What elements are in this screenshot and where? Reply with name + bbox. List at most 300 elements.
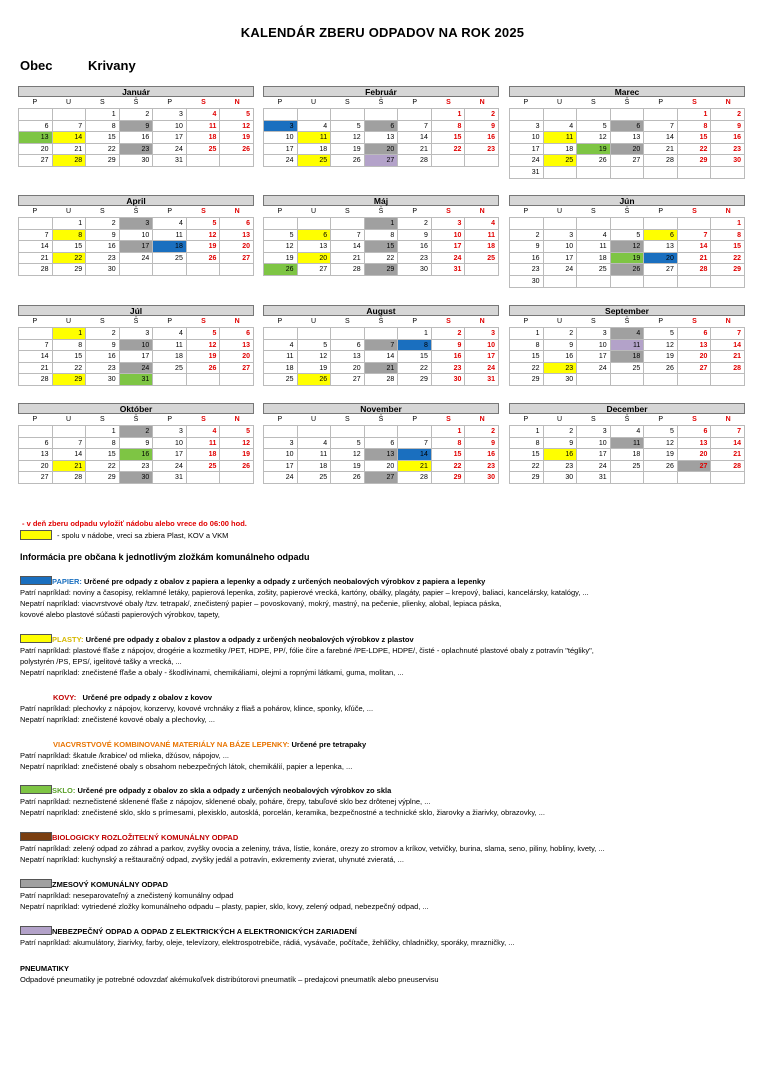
weekday-label: N [725,416,731,423]
day-cell: 8 [86,438,120,450]
day-cell: 2 [465,426,499,438]
empty-cell [331,328,365,340]
day-cell: 30 [86,264,120,276]
day-cell: 23 [398,253,432,265]
day-cell: 13 [644,241,678,253]
empty-cell [577,109,611,121]
empty-cell [220,155,254,167]
day-cell: 3 [120,218,154,230]
weekday-label: S [99,318,105,325]
day-cell: 7 [19,340,53,352]
day-cell: 3 [153,109,187,121]
weekday-label: S [446,99,451,106]
day-cell: 18 [611,449,645,461]
day-cell: 28 [678,264,712,276]
day-cell: 12 [331,132,365,144]
weekday-label: P [167,99,173,106]
day-cell: 30 [711,155,745,167]
yellow-legend-note: - spolu v nádobe, vreci sa zbiera Plast, KOV a VKM [57,531,229,540]
month-10 [263,403,499,484]
day-cell: 24 [465,363,499,375]
empty-cell [398,109,432,121]
empty-cell [331,426,365,438]
day-cell: 9 [86,230,120,242]
day-cell: 12 [187,340,221,352]
empty-cell [120,264,154,276]
day-cell: 7 [19,230,53,242]
weekday-label: S [344,318,350,325]
weekday-label: N [234,208,240,215]
month-11 [509,403,745,484]
day-cell: 8 [711,230,745,242]
empty-cell [365,109,399,121]
day-cell: 20 [365,144,399,156]
empty-cell [644,472,678,484]
empty-cell [220,472,254,484]
day-cell: 15 [510,351,544,363]
weekday-label: U [66,318,72,325]
day-grid [263,108,499,167]
weekday-label: U [557,318,563,325]
day-cell: 20 [220,241,254,253]
day-cell: 6 [331,340,365,352]
day-cell: 2 [86,328,120,340]
day-cell: 1 [432,109,466,121]
empty-cell [465,155,499,167]
day-cell: 31 [153,472,187,484]
kovy-patri: Patrí napríklad: plechovky z nápojov, konzervy, kovové vrchnáky z fliaš a pohárov, klince, sponky, kľúče, ... [20,704,374,713]
weekday-label: P [277,208,283,215]
day-cell: 27 [678,363,712,375]
day-cell: 10 [120,340,154,352]
day-cell: 25 [577,264,611,276]
day-cell: 6 [678,426,712,438]
day-cell: 7 [365,340,399,352]
day-cell: 24 [120,253,154,265]
day-cell: 19 [611,253,645,265]
day-cell: 10 [577,438,611,450]
day-cell: 30 [398,264,432,276]
day-cell: 16 [544,449,578,461]
day-cell: 17 [264,461,298,473]
day-cell: 10 [153,121,187,133]
month-name: December [509,403,745,414]
weekday-row [509,316,745,327]
weekday-label: N [234,416,240,423]
section-sklo [20,785,750,818]
weekday-label: U [311,208,317,215]
empty-cell [153,264,187,276]
empty-cell [298,426,332,438]
weekday-label: Š [133,318,139,325]
day-cell: 21 [365,363,399,375]
sklo-title: Určené pre odpady z obalov zo skla a odpady z určených neobalových výrobkov zo skla [77,786,392,795]
day-cell: 7 [644,121,678,133]
weekday-row [18,206,254,217]
weekday-label: P [658,416,664,423]
day-cell: 6 [19,121,53,133]
empty-cell [577,374,611,386]
day-cell: 16 [510,253,544,265]
day-cell: 1 [711,218,745,230]
day-cell: 27 [220,253,254,265]
day-cell: 9 [432,340,466,352]
empty-cell [678,276,712,288]
day-cell: 26 [331,472,365,484]
day-cell: 3 [577,426,611,438]
day-cell: 15 [53,241,87,253]
day-cell: 22 [432,144,466,156]
empty-cell [678,374,712,386]
info-heading: Informácia pre občana k jednotlivým zložkám komunálneho odpadu [20,552,310,562]
weekday-label: N [479,318,485,325]
month-2 [509,86,745,179]
day-cell: 14 [398,132,432,144]
plasty-patri: Patrí napríklad: plastové fľaše z nápojov, drogérie a kozmetiky /PET, HDPE, PP/, fólie číre a farebné /PE-LDPE, HDPE/, čisté - oplachnuté plastové obaly z potravín "tégliky", [20,646,594,655]
day-cell: 21 [711,449,745,461]
day-cell: 8 [53,230,87,242]
weekday-label: Š [133,99,139,106]
day-cell: 18 [577,253,611,265]
day-cell: 24 [264,155,298,167]
day-cell: 1 [398,328,432,340]
day-cell: 2 [398,218,432,230]
weekday-label: S [344,99,350,106]
day-cell: 13 [678,340,712,352]
weekday-label: N [234,318,240,325]
month-name: August [263,305,499,316]
day-cell: 1 [86,426,120,438]
day-cell: 27 [19,155,53,167]
section-plasty [20,634,750,678]
day-cell: 9 [510,241,544,253]
day-cell: 10 [577,340,611,352]
day-cell: 2 [510,230,544,242]
month-name: September [509,305,745,316]
day-cell: 12 [611,241,645,253]
day-cell: 30 [120,155,154,167]
day-cell: 20 [678,449,712,461]
day-cell: 1 [53,328,87,340]
day-cell: 23 [465,461,499,473]
sklo-swatch [20,785,52,794]
day-cell: 9 [120,438,154,450]
day-grid [509,217,745,288]
day-cell: 29 [510,374,544,386]
day-cell: 31 [153,155,187,167]
day-cell: 13 [611,132,645,144]
day-cell: 14 [365,351,399,363]
weekday-label: P [277,416,283,423]
day-cell: 24 [577,363,611,375]
day-cell: 3 [544,230,578,242]
day-cell: 5 [187,328,221,340]
weekday-label: S [692,318,697,325]
section-zmes [20,879,750,912]
day-cell: 8 [432,438,466,450]
weekday-label: N [479,416,485,423]
papier-name: PAPIER: [52,577,82,586]
day-cell: 8 [678,121,712,133]
day-cell: 11 [544,132,578,144]
month-name: Jún [509,195,745,206]
weekday-label: P [658,318,664,325]
day-cell: 25 [153,253,187,265]
day-cell: 11 [153,230,187,242]
empty-cell [711,472,745,484]
empty-cell [611,472,645,484]
day-cell: 27 [365,155,399,167]
day-cell: 21 [398,461,432,473]
day-cell: 18 [187,449,221,461]
day-cell: 3 [432,218,466,230]
vkm-nepatri: Nepatrí napríklad: znečistené obaly s obsahom nebezpečných látok, chemikálií, papier a lepenka, ... [20,762,353,771]
day-cell: 28 [19,374,53,386]
day-cell: 28 [398,472,432,484]
weekday-label: S [201,208,206,215]
section-vkm [20,739,750,772]
day-cell: 2 [544,426,578,438]
day-cell: 11 [298,449,332,461]
day-cell: 6 [220,218,254,230]
day-cell: 20 [19,144,53,156]
weekday-label: P [32,318,38,325]
yellow-legend-swatch [20,530,52,540]
day-cell: 23 [120,144,154,156]
day-cell: 16 [465,449,499,461]
day-cell: 1 [53,218,87,230]
day-cell: 29 [432,472,466,484]
day-cell: 27 [298,264,332,276]
day-cell: 21 [53,144,87,156]
day-cell: 22 [711,253,745,265]
day-cell: 14 [711,340,745,352]
weekday-label: S [201,416,206,423]
empty-cell [365,328,399,340]
day-cell: 9 [465,438,499,450]
day-cell: 25 [611,363,645,375]
plasty-title: Určené pre odpady z obalov z plastov a odpady z určených neobalových výrobkov z plastov [85,635,414,644]
day-cell: 24 [120,363,154,375]
weekday-label: P [32,416,38,423]
day-cell: 5 [331,121,365,133]
month-7 [263,305,499,386]
day-cell: 5 [644,426,678,438]
empty-cell [544,109,578,121]
empty-cell [644,109,678,121]
month-0 [18,86,254,167]
day-cell: 21 [711,351,745,363]
day-cell: 7 [53,438,87,450]
empty-cell [220,374,254,386]
empty-cell [611,276,645,288]
day-cell: 2 [465,109,499,121]
day-cell: 17 [120,351,154,363]
day-cell: 26 [220,461,254,473]
day-cell: 17 [465,351,499,363]
day-cell: 16 [544,351,578,363]
day-cell: 13 [365,132,399,144]
weekday-label: P [523,99,529,106]
day-grid [263,425,499,484]
weekday-row [509,97,745,108]
weekday-label: S [446,416,451,423]
day-cell: 3 [465,328,499,340]
day-cell: 22 [53,363,87,375]
weekday-label: N [479,99,485,106]
weekday-row [18,414,254,425]
day-cell: 11 [153,340,187,352]
day-cell: 10 [465,340,499,352]
day-cell: 9 [465,121,499,133]
empty-cell [220,264,254,276]
day-cell: 31 [120,374,154,386]
weekday-label: U [557,416,563,423]
day-cell: 21 [644,144,678,156]
day-cell: 15 [432,132,466,144]
section-neb [20,926,750,948]
day-cell: 21 [398,144,432,156]
day-cell: 4 [298,121,332,133]
day-cell: 24 [510,155,544,167]
day-cell: 30 [432,374,466,386]
day-cell: 19 [298,363,332,375]
weekday-label: S [590,416,596,423]
day-cell: 4 [187,109,221,121]
weekday-label: U [557,99,563,106]
bio-name: BIOLOGICKY ROZLOŽITEĽNÝ KOMUNÁLNY ODPAD [52,833,239,842]
day-grid [18,425,254,484]
day-cell: 14 [53,132,87,144]
day-cell: 19 [187,351,221,363]
day-cell: 17 [544,253,578,265]
empty-cell [611,109,645,121]
day-cell: 6 [644,230,678,242]
month-name: November [263,403,499,414]
day-cell: 16 [120,449,154,461]
day-cell: 4 [153,328,187,340]
day-cell: 17 [510,144,544,156]
day-cell: 19 [577,144,611,156]
empty-cell [264,218,298,230]
papier-swatch [20,576,52,585]
day-cell: 4 [298,438,332,450]
empty-cell [298,218,332,230]
day-cell: 12 [264,241,298,253]
day-cell: 5 [577,121,611,133]
day-cell: 31 [465,374,499,386]
day-cell: 19 [644,351,678,363]
month-3 [18,195,254,276]
day-cell: 20 [298,253,332,265]
day-cell: 20 [644,253,678,265]
weekday-label: Š [133,416,139,423]
day-cell: 29 [53,374,87,386]
day-cell: 20 [19,461,53,473]
weekday-label: S [590,208,596,215]
empty-cell [644,374,678,386]
day-cell: 24 [577,461,611,473]
papier-patri: Patrí napríklad: noviny a časopisy, reklamné letáky, papierová lepenka, zošity, papierové vrecká, kartóny, obálky, plagáty, papier – krepový, baliaci, kancelársky, katalógy, ... [20,588,589,597]
weekday-label: S [99,208,105,215]
kovy-title: Určené pre odpady z obalov z kovov [82,693,213,702]
day-cell: 4 [187,426,221,438]
weekday-label: P [412,318,418,325]
empty-cell [19,328,53,340]
day-cell: 9 [120,121,154,133]
month-name: Január [18,86,254,97]
weekday-row [509,414,745,425]
empty-cell [331,218,365,230]
weekday-label: U [311,416,317,423]
section-pneu [20,963,750,985]
empty-cell [577,167,611,179]
weekday-row [18,316,254,327]
empty-cell [187,374,221,386]
day-cell: 18 [544,144,578,156]
day-grid [263,327,499,386]
day-cell: 3 [153,426,187,438]
month-8 [509,305,745,386]
day-cell: 16 [120,132,154,144]
day-cell: 31 [510,167,544,179]
day-cell: 14 [331,241,365,253]
day-cell: 22 [432,461,466,473]
empty-cell [153,374,187,386]
day-cell: 15 [53,351,87,363]
weekday-label: Š [624,99,630,106]
weekday-label: P [523,208,529,215]
day-cell: 4 [264,340,298,352]
weekday-label: U [557,208,563,215]
empty-cell [264,328,298,340]
day-cell: 17 [577,351,611,363]
day-cell: 18 [465,241,499,253]
day-cell: 17 [153,449,187,461]
weekday-row [18,97,254,108]
day-cell: 21 [331,253,365,265]
day-cell: 3 [264,121,298,133]
month-name: Február [263,86,499,97]
day-cell: 12 [187,230,221,242]
empty-cell [611,167,645,179]
weekday-label: N [725,318,731,325]
day-cell: 10 [153,438,187,450]
empty-cell [544,276,578,288]
empty-cell [264,109,298,121]
day-cell: 5 [644,328,678,340]
empty-cell [432,155,466,167]
day-cell: 8 [86,121,120,133]
page-title: KALENDÁR ZBERU ODPADOV NA ROK 2025 [240,25,525,40]
weekday-label: S [692,99,697,106]
neb-name: NEBEZPEČNÝ ODPAD A ODPAD Z ELEKTRICKÝCH A ELEKTRONICKÝCH ZARIADENÍ [52,927,357,936]
day-grid [18,327,254,386]
empty-cell [711,276,745,288]
day-cell: 27 [331,374,365,386]
day-cell: 15 [86,449,120,461]
day-cell: 19 [644,449,678,461]
day-cell: 5 [298,340,332,352]
day-cell: 7 [53,121,87,133]
zmes-swatch [20,879,52,888]
weekday-label: P [167,416,173,423]
weekday-label: P [412,99,418,106]
day-cell: 20 [331,363,365,375]
weekday-label: P [32,99,38,106]
weekday-label: U [311,99,317,106]
empty-cell [53,426,87,438]
